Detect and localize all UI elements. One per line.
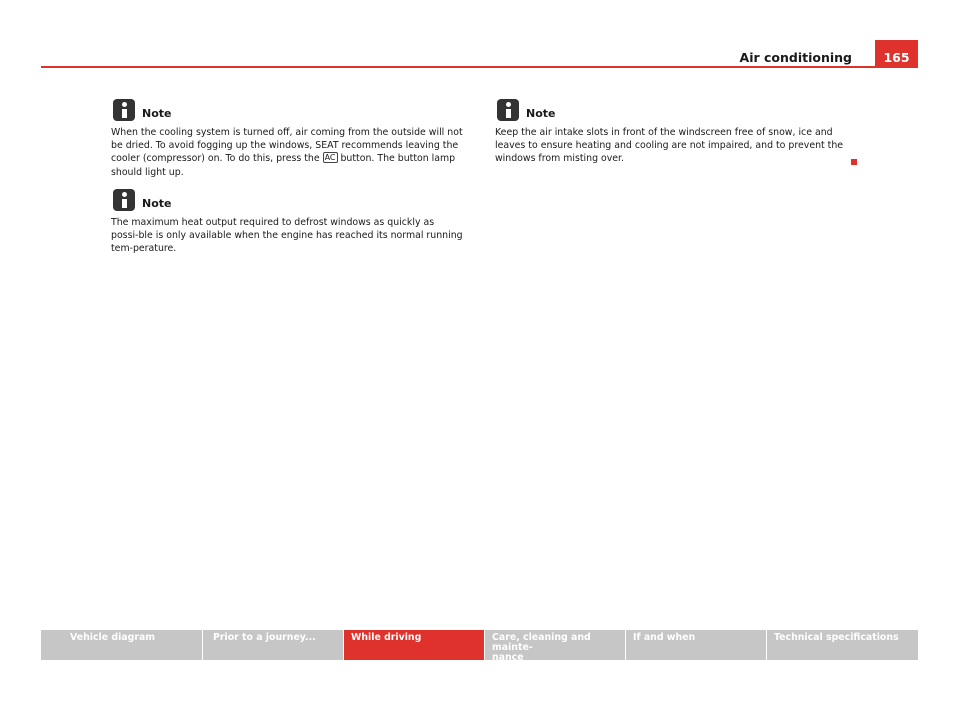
- info-icon: [113, 99, 135, 121]
- note-title: Note: [526, 106, 556, 120]
- note-title: Note: [142, 196, 172, 210]
- note-text: The maximum heat output required to defrost windows as quickly as possi-ble is only available when the engine has reached its normal running tem-perature.: [111, 217, 463, 255]
- tab-while-driving[interactable]: While driving: [344, 630, 484, 660]
- info-icon: [497, 99, 519, 121]
- note-text: Keep the air intake slots in front of the windscreen free of snow, ice and leaves to ensure heating and cooling are not impaired, and to prevent the windows from misting over.: [495, 127, 844, 165]
- tab-vehicle-diagram[interactable]: Vehicle diagram: [41, 630, 202, 660]
- footer-nav: [41, 630, 918, 663]
- tab-prior-to-journey[interactable]: Prior to a journey...: [203, 630, 343, 660]
- note-title: Note: [142, 106, 172, 120]
- note-text: When the cooling system is turned off, air coming from the outside will not be dried. To avoid fogging up the windows, SEAT recommends leaving the cooler (compressor) on. To do this, press the AC button. The button lamp should light up.: [111, 127, 463, 178]
- tab-care-cleaning[interactable]: Care, cleaning and mainte- nance: [485, 630, 625, 660]
- tab-if-and-when[interactable]: If and when: [626, 630, 766, 660]
- tab-technical-specifications[interactable]: Technical specifications: [767, 630, 918, 660]
- section-end-marker: [851, 159, 857, 165]
- note-air-intake: [495, 97, 845, 166]
- note-heat-output: [111, 187, 463, 256]
- note-cooling-off: [111, 97, 463, 179]
- page-number: 165: [875, 40, 918, 68]
- section-title: Air conditioning: [739, 50, 852, 65]
- header-rule: [41, 66, 918, 68]
- ac-key-symbol: AC: [324, 153, 336, 163]
- info-icon: [113, 189, 135, 211]
